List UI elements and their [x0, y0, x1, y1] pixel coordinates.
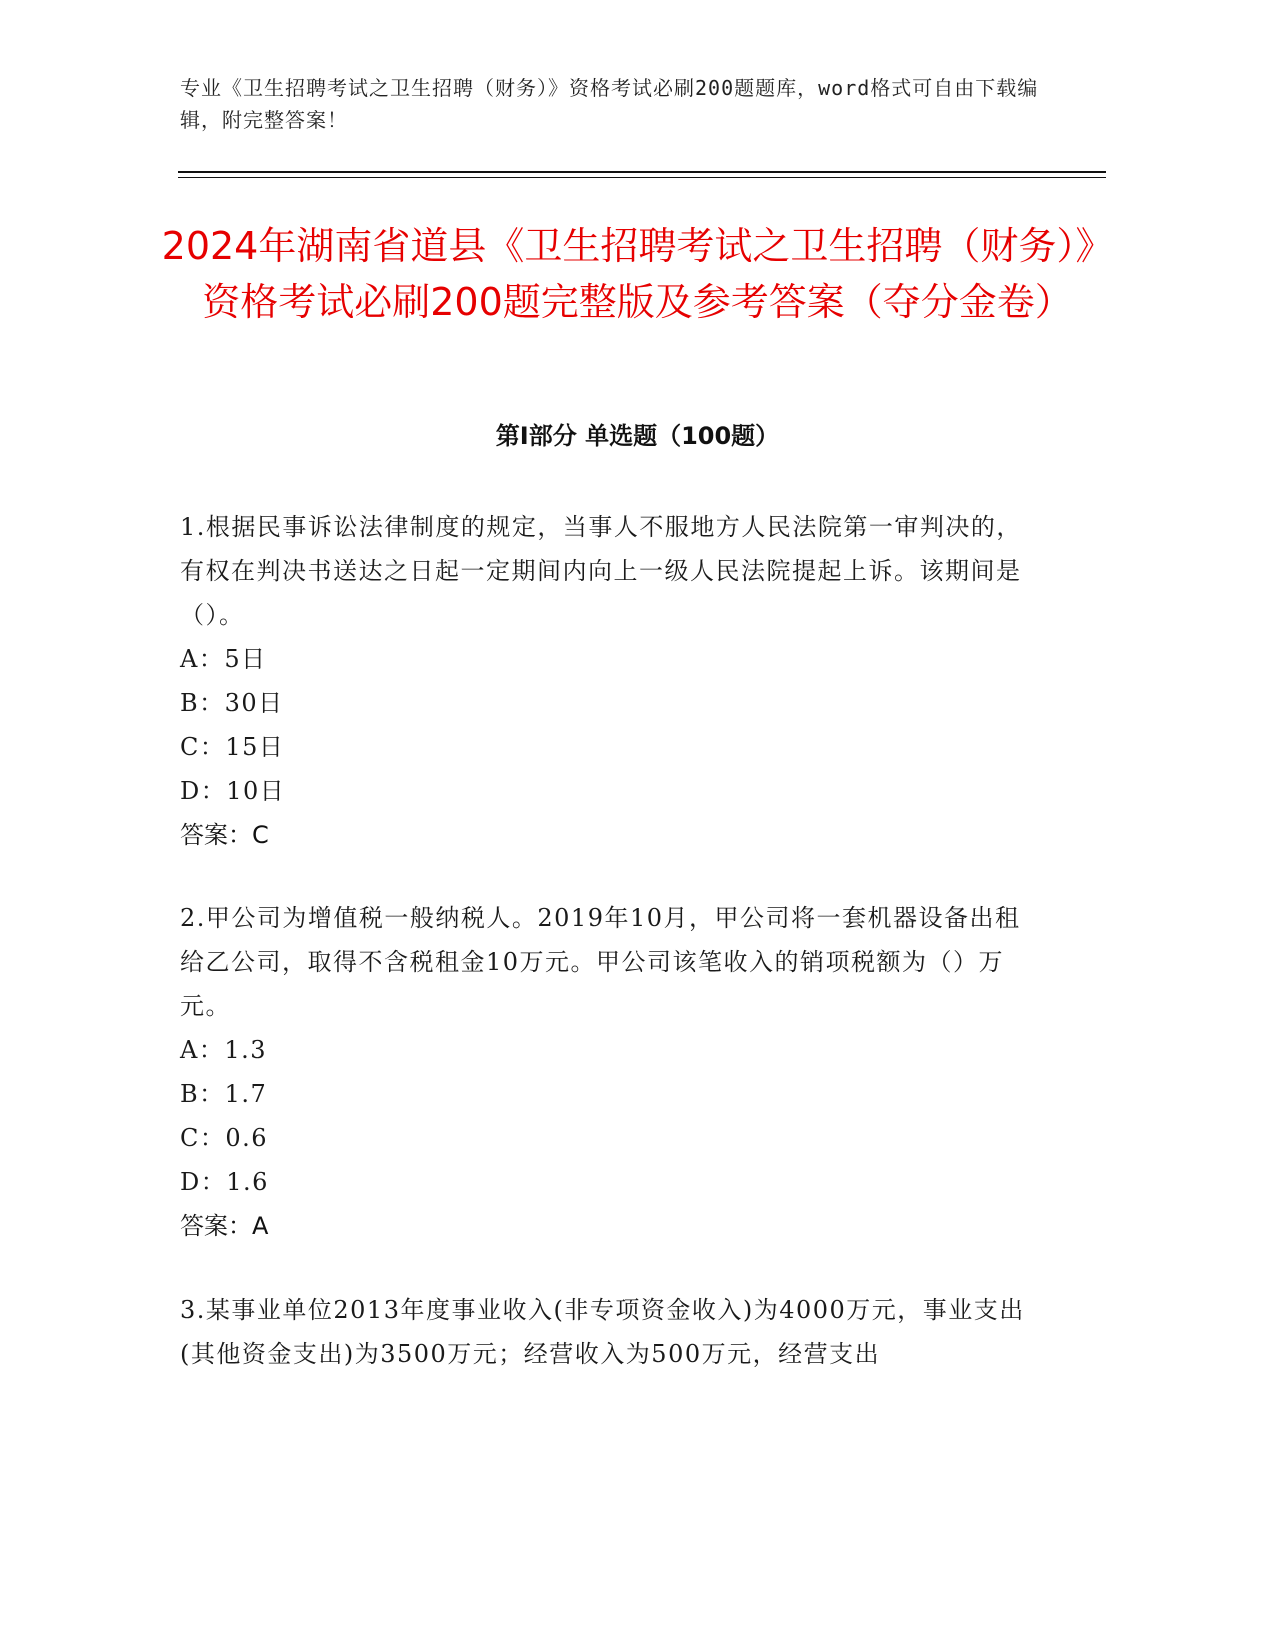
option-a: A：1.3: [180, 1036, 267, 1064]
question-stem: 2.甲公司为增值税一般纳税人。2019年10月，甲公司将一套机器设备出租给乙公司，取得不含税租金10万元。甲公司该笔收入的销项税额为（）万元。: [180, 904, 1021, 1020]
option-c: C：15日: [180, 733, 285, 761]
question-1: [180, 505, 1040, 857]
question-stem: 1.根据民事诉讼法律制度的规定，当事人不服地方人民法院第一审判决的，有权在判决书送达之日起一定期间内向上一级人民法院提起上诉。该期间是（）。: [180, 513, 1022, 629]
answer: 答案：A: [180, 1212, 269, 1240]
section-heading: 第Ⅰ部分 单选题（100题）: [495, 422, 780, 450]
option-b: B：30日: [180, 689, 284, 717]
header-divider-thin: [178, 177, 1106, 178]
question-2: [180, 896, 1040, 1248]
option-d: D：1.6: [180, 1168, 269, 1196]
question-3: [180, 1288, 1040, 1376]
document-title: 2024年湖南省道县《卫生招聘考试之卫生招聘（财务）》资格考试必刷200题完整版及参考答案（夺分金卷）: [161, 224, 1114, 324]
header-note: 专业《卫生招聘考试之卫生招聘（财务）》资格考试必刷200题题库，word格式可自由下载编辑，附完整答案！: [180, 76, 1039, 132]
question-stem: 3.某事业单位2013年度事业收入(非专项资金收入)为4000万元，事业支出(其他资金支出)为3500万元；经营收入为500万元，经营支出: [180, 1296, 1025, 1368]
answer: 答案：C: [180, 821, 269, 849]
option-d: D：10日: [180, 777, 286, 805]
option-b: B：1.7: [180, 1080, 268, 1108]
option-a: A：5日: [180, 645, 267, 673]
option-c: C：0.6: [180, 1124, 269, 1152]
header-divider-thick: [178, 171, 1106, 173]
